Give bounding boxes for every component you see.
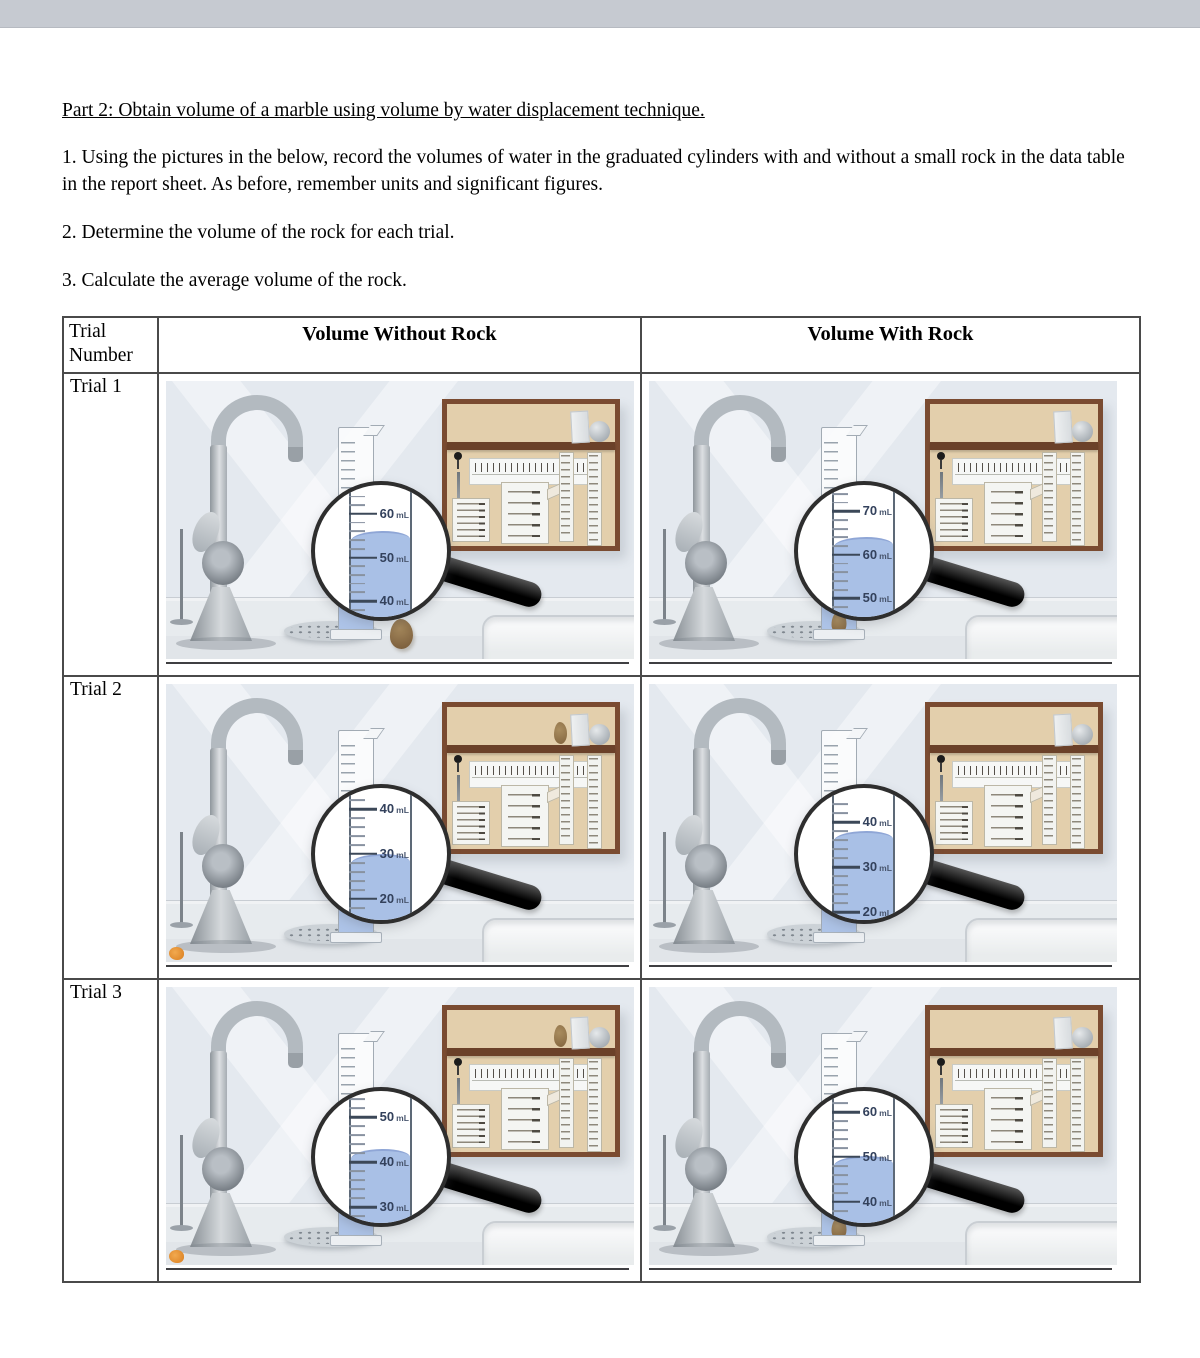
table-row [63,676,1140,979]
corner-marker [169,1250,184,1263]
board-cylinder-2 [587,452,602,546]
zoom-cylinder-left-wall [832,792,834,920]
window-top-bar [0,0,1200,28]
gauge-minor-tick [832,1210,848,1212]
faucet-base [190,890,252,944]
board-cylinder-2 [1070,1058,1085,1152]
stir-rod [663,1135,666,1227]
gauge-minor-tick [832,571,848,573]
push-pin-stem [457,460,459,469]
gauge-minor-tick [832,1138,848,1140]
gauge-minor-tick [349,548,365,550]
gauge-minor-tick [832,848,848,850]
gauge-minor-tick [832,493,848,495]
gauge-label: 50 mL [862,1149,892,1165]
gauge-label: 60 mL [862,547,892,563]
gauge-minor-tick [832,1183,848,1185]
gauge-label: 30 mL [379,846,409,862]
cylinder-base [813,932,865,943]
magnifier-zoom-area [798,1091,930,1223]
gauge-minor-tick [349,1098,365,1100]
shelf-sphere [1072,421,1093,442]
magnifier-zoom-area [315,485,447,617]
trial-table [62,316,1141,1283]
shelf-carton [1053,1016,1073,1049]
measuring-cup-icon [501,785,549,847]
gauge-minor-tick [349,907,365,909]
shelf-carton [570,1016,590,1049]
shelf-rock [554,722,567,744]
measuring-cup-icon [501,1088,549,1150]
sink-basin [482,615,634,659]
bulletin-board [925,702,1103,854]
gauge-major-tick [349,1116,377,1119]
gauge-major-tick [349,513,377,516]
faucet-base [190,1193,252,1247]
board-cylinder-1 [559,1058,574,1148]
trial-label: Trial 2 [63,676,158,979]
board-cylinder-1 [559,755,574,845]
small-beaker-icon [935,1104,973,1148]
faucet-knob [202,541,244,585]
gauge-minor-tick [832,580,848,582]
faucet-arc [694,395,786,451]
small-beaker-icon [935,498,973,542]
gauge-major-tick [349,1206,377,1209]
gauge-minor-tick [832,1174,848,1176]
gauge-label: 40 mL [379,1154,409,1170]
gauge-major-tick [349,853,377,856]
gauge-minor-tick [349,862,365,864]
small-beaker-icon [935,801,973,845]
image-underline [166,1268,629,1270]
image-underline [166,965,629,967]
gauge-minor-tick [349,1125,365,1127]
lab-scene [649,684,1117,962]
gauge-minor-tick [349,1170,365,1172]
gauge-minor-tick [832,502,848,504]
sink-basin [965,918,1117,962]
zoom-cylinder-left-wall [832,1095,834,1223]
shelf-sphere [589,421,610,442]
faucet-spout [771,750,786,765]
faucet [679,692,819,954]
faucet-spout [771,1053,786,1068]
measuring-cup-icon [984,1088,1032,1150]
gauge-minor-tick [349,1143,365,1145]
gauge-minor-tick [349,817,365,819]
faucet-shadow [176,940,276,953]
gauge-major-tick [349,1161,377,1164]
scene-cell-with [641,676,1140,979]
faucet-knob [202,1147,244,1191]
faucet-arc [694,698,786,754]
push-pin-stem [457,1066,459,1075]
gauge-major-tick [349,898,377,901]
stir-rod [180,832,183,924]
shelf-sphere [1072,1027,1093,1048]
push-pin-icon [454,755,462,763]
gauge-minor-tick [832,857,848,859]
cylinder-base [330,932,382,943]
gauge-label: 40 mL [862,814,892,830]
gauge-major-tick [349,808,377,811]
gauge-minor-tick [832,893,848,895]
scene-cell-without [158,373,641,676]
board-cylinder-1 [1042,452,1057,542]
gauge-minor-tick [349,539,365,541]
push-pin-stem [940,460,942,469]
gauge-minor-tick [832,830,848,832]
gauge-major-tick [349,556,377,559]
shelf-sphere [1072,724,1093,745]
image-underline [649,965,1112,967]
magnifier [794,1087,934,1227]
gauge-minor-tick [349,889,365,891]
gauge-minor-tick [832,1147,848,1149]
zoom-cylinder-right-wall [893,489,895,617]
gauge-minor-tick [349,1197,365,1199]
gauge-minor-tick [349,583,365,585]
board-cylinder-2 [1070,755,1085,849]
table-row [63,373,1140,676]
header-volume-without-rock: Volume Without Rock [158,317,641,373]
zoom-cylinder-right-wall [893,792,895,920]
faucet-spout [288,750,303,765]
zoom-cylinder-left-wall [349,1095,351,1223]
shelf-sphere [589,1027,610,1048]
shelf-rock [554,1025,567,1047]
gauge-minor-tick [832,1120,848,1122]
gauge-minor-tick [349,1215,365,1217]
gauge-minor-tick [832,1165,848,1167]
scene-cell-without [158,979,641,1282]
scene-cell-with [641,979,1140,1282]
lab-scene-image [166,381,634,664]
push-pin-icon [454,1058,462,1066]
lab-scene [649,987,1117,1265]
table-row [63,979,1140,1282]
faucet-shadow [659,1243,759,1256]
instruction-2: 2. Determine the volume of the rock for each trial. [62,222,455,244]
gauge-minor-tick [349,799,365,801]
faucet [196,692,336,954]
gauge-label: 50 mL [379,549,409,565]
stir-rod [663,529,666,621]
gauge-minor-tick [832,839,848,841]
shelf-carton [1053,410,1073,443]
gauge-major-tick [832,554,860,557]
magnifier-zoom-area [315,1091,447,1223]
lab-scene-image [166,987,634,1270]
measuring-cup-icon [984,785,1032,847]
lab-scene-image [649,381,1117,664]
magnifier [794,784,934,924]
faucet-knob [685,541,727,585]
magnifier-zoom-area [315,788,447,920]
gauge-label: 30 mL [862,859,892,875]
lab-scene-image [649,987,1117,1270]
gauge-minor-tick [349,1107,365,1109]
gauge-label: 50 mL [379,1109,409,1125]
trial-label: Trial 1 [63,373,158,676]
gauge-minor-tick [349,844,365,846]
gauge-minor-tick [832,545,848,547]
small-beaker-icon [452,1104,490,1148]
instruction-3: 3. Calculate the average volume of the rock. [62,270,407,292]
gauge-minor-tick [349,574,365,576]
gauge-major-tick [832,597,860,600]
gauge-minor-tick [832,589,848,591]
faucet-spout [771,447,786,462]
header-volume-with-rock: Volume With Rock [641,317,1140,373]
gauge-minor-tick [349,565,365,567]
magnifier [794,481,934,621]
push-pin-icon [454,452,462,460]
scene-cell-with [641,373,1140,676]
zoom-cylinder-left-wall [349,489,351,617]
gauge-minor-tick [349,1134,365,1136]
lab-scene [649,381,1117,659]
board-cylinder-2 [587,1058,602,1152]
gauge-minor-tick [349,880,365,882]
gauge-major-tick [832,866,860,869]
gauge-label: 40 mL [379,593,409,609]
image-underline [649,662,1112,664]
push-pin-icon [937,452,945,460]
board-shelf [930,745,1098,753]
faucet-base [673,1193,735,1247]
counter-rock [390,619,413,649]
sink-basin [965,615,1117,659]
gauge-minor-tick [349,530,365,532]
measuring-cup-icon [984,482,1032,544]
bulletin-board [442,399,620,551]
gauge-label: 60 mL [862,1104,892,1120]
shelf-carton [1053,713,1073,746]
magnifier-zoom-area [798,788,930,920]
sink-basin [965,1221,1117,1265]
faucet-spout [288,1053,303,1068]
faucet-shadow [176,1243,276,1256]
sink-basin [482,918,634,962]
gauge-minor-tick [349,826,365,828]
gauge-label: 60 mL [379,506,409,522]
faucet-arc [211,698,303,754]
gauge-minor-tick [832,803,848,805]
gauge-minor-tick [349,609,365,611]
small-beaker-icon [452,498,490,542]
magnifier [311,784,451,924]
faucet-shadow [176,637,276,650]
gauge-label: 20 mL [862,904,892,920]
gauge-minor-tick [832,519,848,521]
board-cylinder-2 [1070,452,1085,546]
faucet-base [673,890,735,944]
gauge-minor-tick [832,563,848,565]
gauge-minor-tick [832,606,848,608]
gauge-minor-tick [349,1152,365,1154]
gauge-minor-tick [832,537,848,539]
stir-rod [663,832,666,924]
push-pin-icon [937,1058,945,1066]
gauge-minor-tick [832,902,848,904]
header-trial-number: Trial Number [63,317,158,373]
gauge-label: 40 mL [862,1194,892,1210]
faucet [679,389,819,651]
push-pin-stem [457,763,459,772]
zoom-cylinder-right-wall [893,1095,895,1223]
gauge-minor-tick [349,835,365,837]
faucet-knob [685,844,727,888]
gauge-label: 50 mL [862,590,892,606]
stir-rod [180,1135,183,1227]
small-beaker-icon [452,801,490,845]
stir-rod [180,529,183,621]
zoom-cylinder-right-wall [410,792,412,920]
faucet [679,995,819,1257]
trial-label: Trial 3 [63,979,158,1282]
board-cylinder-1 [559,452,574,542]
gauge-minor-tick [832,812,848,814]
push-pin-stem [940,763,942,772]
gauge-minor-tick [832,1192,848,1194]
faucet-base [190,587,252,641]
gauge-major-tick [832,911,860,914]
lab-scene [166,381,634,659]
magnifier-zoom-area [798,485,930,617]
bulletin-board [925,1005,1103,1157]
board-shelf [447,745,615,753]
board-cylinder-2 [587,755,602,849]
gauge-minor-tick [832,875,848,877]
gauge-major-tick [832,821,860,824]
gauge-minor-tick [349,591,365,593]
scene-cell-without [158,676,641,979]
bulletin-board [442,1005,620,1157]
shelf-carton [570,410,590,443]
cylinder-base [330,1235,382,1246]
measuring-cup-icon [501,482,549,544]
faucet-knob [202,844,244,888]
lab-scene [166,987,634,1265]
gauge-major-tick [349,600,377,603]
cylinder-base [813,1235,865,1246]
gauge-minor-tick [832,1129,848,1131]
faucet-arc [211,1001,303,1057]
gauge-minor-tick [349,1188,365,1190]
section-title: Part 2: Obtain volume of a marble using volume by water displacement technique. [62,100,705,121]
gauge-minor-tick [832,528,848,530]
board-shelf [930,442,1098,450]
gauge-major-tick [832,510,860,513]
gauge-minor-tick [349,522,365,524]
shelf-carton [570,713,590,746]
gauge-minor-tick [349,871,365,873]
gauge-label: 70 mL [862,503,892,519]
push-pin-icon [937,755,945,763]
gauge-minor-tick [349,1179,365,1181]
lab-scene-image [649,684,1117,967]
gauge-label: 40 mL [379,801,409,817]
lab-scene-image [166,684,634,967]
faucet-shadow [659,940,759,953]
magnifier [311,481,451,621]
board-cylinder-1 [1042,1058,1057,1148]
image-underline [649,1268,1112,1270]
faucet [196,995,336,1257]
board-shelf [930,1048,1098,1056]
document-page [0,28,1200,1283]
sink-basin [482,1221,634,1265]
shelf-sphere [589,724,610,745]
bulletin-board [442,702,620,854]
gauge-major-tick [832,1156,860,1159]
gauge-major-tick [832,1111,860,1114]
table-header-row [63,317,1140,373]
image-underline [166,662,629,664]
gauge-label: 30 mL [379,1199,409,1215]
magnifier [311,1087,451,1227]
zoom-cylinder-right-wall [410,489,412,617]
gauge-label: 20 mL [379,891,409,907]
faucet-knob [685,1147,727,1191]
cylinder-base [330,629,382,640]
board-shelf [447,442,615,450]
corner-marker [169,947,184,960]
faucet-arc [211,395,303,451]
push-pin-stem [940,1066,942,1075]
cylinder-base [813,629,865,640]
gauge-minor-tick [832,1102,848,1104]
faucet-spout [288,447,303,462]
instruction-1: 1. Using the pictures in the below, record the volumes of water in the graduated cylinders with and without a small rock in the data table in the report sheet. As before, remember units and significant figures. [62,147,1125,196]
gauge-major-tick [832,1201,860,1204]
bulletin-board [925,399,1103,551]
faucet-arc [694,1001,786,1057]
board-cylinder-1 [1042,755,1057,845]
lab-scene [166,684,634,962]
gauge-minor-tick [349,504,365,506]
faucet [196,389,336,651]
trial-rows [63,373,1140,1282]
gauge-minor-tick [832,884,848,886]
zoom-cylinder-left-wall [349,792,351,920]
board-shelf [447,1048,615,1056]
zoom-water [351,854,410,920]
faucet-base [673,587,735,641]
faucet-shadow [659,637,759,650]
gauge-minor-tick [349,496,365,498]
zoom-cylinder-right-wall [410,1095,412,1223]
